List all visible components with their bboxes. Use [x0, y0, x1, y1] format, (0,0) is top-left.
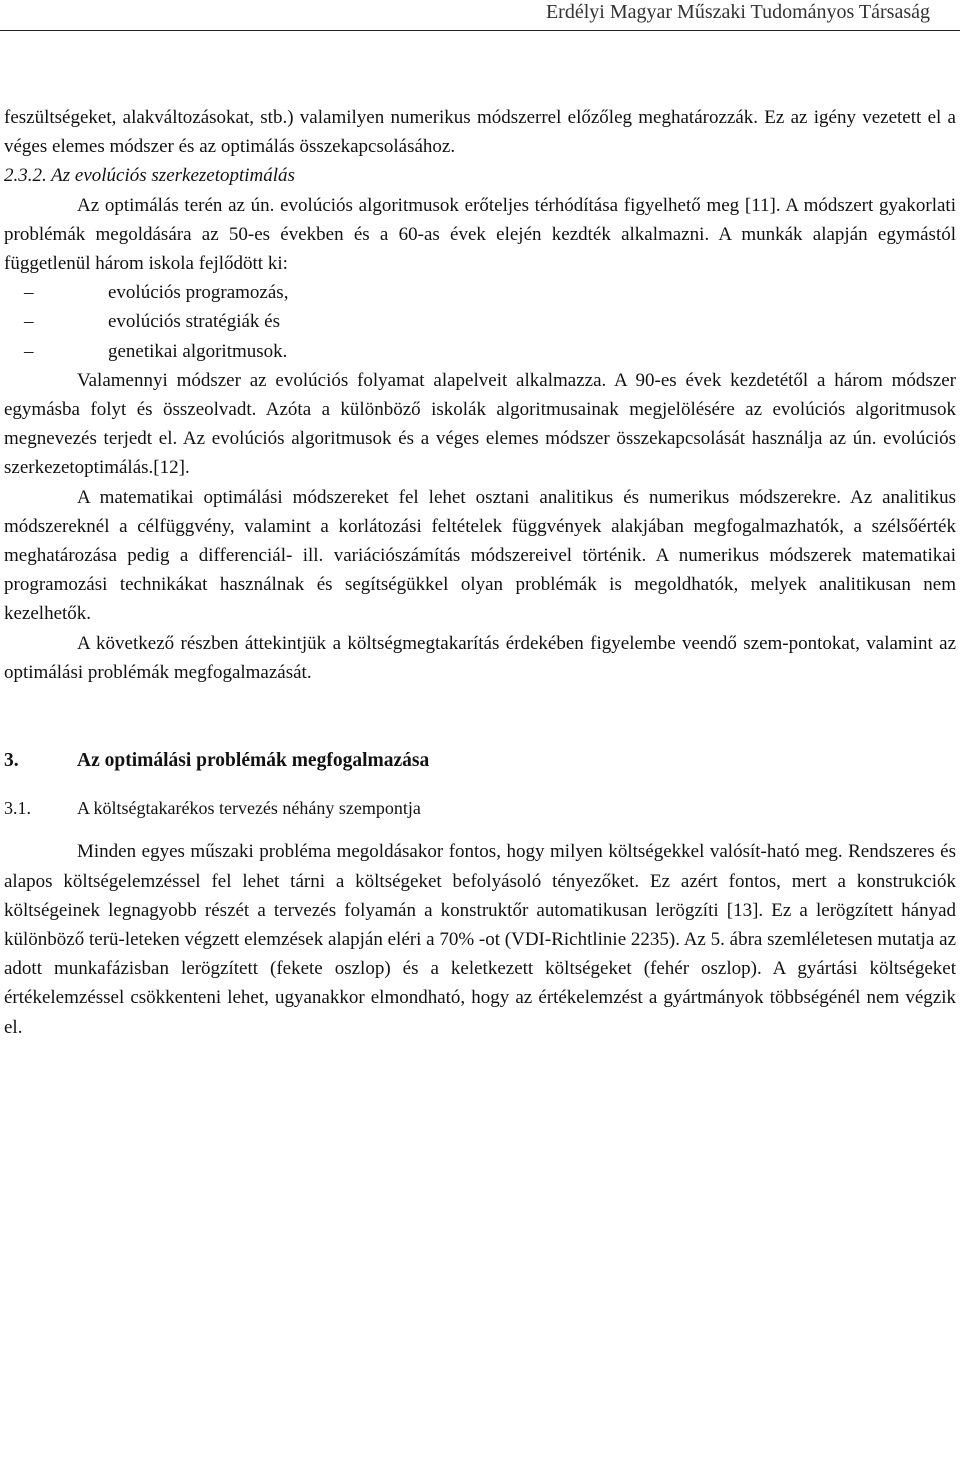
- page-content: [4, 103, 956, 1042]
- paragraph-2: Az optimálás terén az ún. evolúciós algoritmusok erőteljes térhódítása figyelhető meg [11]. A módszert gyakorlati problémák megoldására az 50-es években és a 60-as évek elején kezdték alkalmazni. A munkák alapján egymástól függetlenül három iskola fejlődött ki:: [4, 194, 956, 275]
- dash-bullet: –: [24, 340, 34, 362]
- subsection-number: 3.1.: [4, 798, 31, 819]
- list-item: – evolúciós programozás,: [4, 278, 956, 307]
- paragraph-4: A matematikai optimálási módszereket fel lehet osztani analitikus és numerikus módszerekre. Az analitikus módszereknél a célfüggvény, valamint a korlátozási feltételek függvények alakjában megfogalmazhatók, a szélsőérték meghatározása pedig a differenciál- ill. variációszámítás módszereivel történik. A numerikus módszerek matematikai programozási technikákat használnak és segítségükkel olyan problémák is megoldhatók, melyek analitikusan nem kezelhetők.: [4, 486, 956, 625]
- section-heading-3: [4, 746, 956, 775]
- paragraph-3: Valamennyi módszer az evolúciós folyamat alapelveit alkalmazza. A 90-es évek kezdetétől a három módszer egymásba folyt és összeolvadt. Azóta a különböző iskolák algoritmusainak megjelölésére az evolúciós algoritmusok megnevezés terjedt el. Az evolúciós algoritmusok és a véges elemes módszer összekapcsolását használja az ún. evolúciós szerkezetoptimálás.[12].: [4, 369, 956, 479]
- paragraph-5: A következő részben áttekintjük a költségmegtakarítás érdekében figyelembe veendő szem-pontokat, valamint az optimálási problémák megfogalmazását.: [4, 632, 956, 683]
- method-list: [4, 278, 956, 366]
- list-item: – evolúciós stratégiák és: [4, 307, 956, 336]
- section-heading-3-1: [4, 794, 956, 823]
- section-heading-2-3-2: 2.3.2. Az evolúciós szerkezetoptimálás: [4, 165, 295, 187]
- dash-bullet: –: [24, 311, 34, 333]
- paragraph-1: feszültségeket, alakváltozásokat, stb.) valamilyen numerikus módszerrel előzőleg meghatározzák. Ez az igény vezetett el a véges elemes módszer és az optimálás összekapcsolásához.: [4, 107, 956, 158]
- subsection-title: A költségtakarékos tervezés néhány szempontja: [77, 798, 421, 819]
- dash-bullet: –: [24, 282, 34, 304]
- section-title: Az optimálási problémák megfogalmazása: [77, 750, 430, 772]
- running-header: Erdélyi Magyar Műszaki Tudományos Társaság: [545, 1, 930, 23]
- list-item: – genetikai algoritmusok.: [4, 337, 956, 366]
- paragraph-6: Minden egyes műszaki probléma megoldásakor fontos, hogy milyen költségekkel valósít-ható meg. Rendszeres és alapos költségelemzéssel fel lehet tárni a költségeket befolyásoló tényezőket. Ez azért fontos, mert a konstrukciók költségeinek legnagyobb részét a tervezés folyamán a konstruktőr automatikusan lerögzíti [13]. Ez a lerögzített hányad különböző terü-leteken végzett elemzések alapján eléri a 70% -ot (VDI-Richtlinie 2235). Az 5. ábra szemléletesen mutatja az adott munkafázisban lerögzített (fekete oszlop) és a keletkezett költségeket (fehér oszlop). A gyártási költségeket értékelemzéssel csökkenteni lehet, ugyanakkor elmondható, hogy az értékelemzést a gyártmányok többségénél nem végzik el.: [4, 841, 956, 1038]
- section-number: 3.: [4, 750, 19, 772]
- header-rule: [0, 30, 960, 31]
